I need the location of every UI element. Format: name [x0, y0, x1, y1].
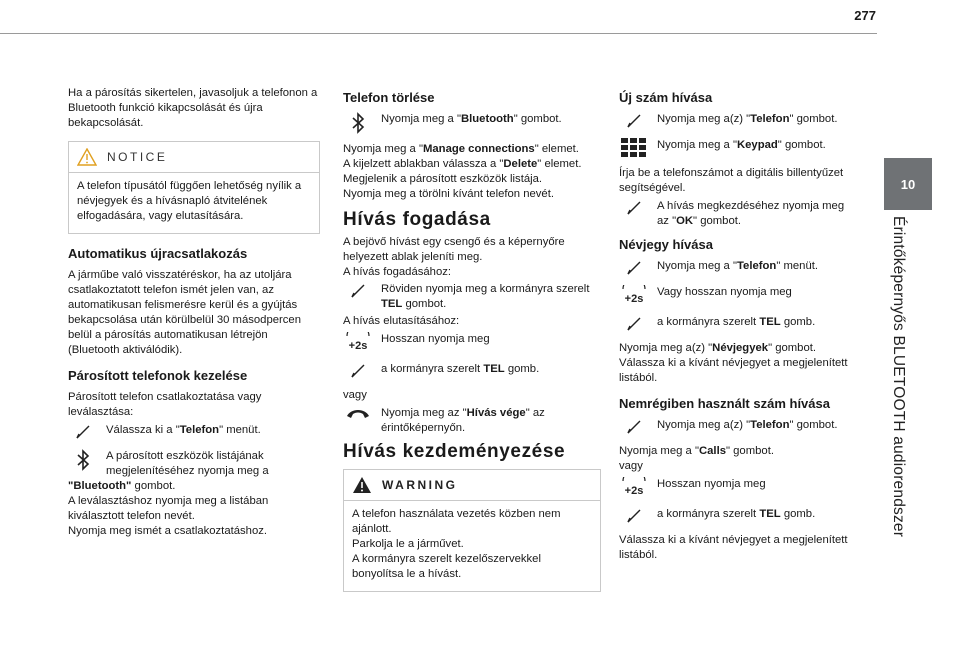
contacts-select-text: Válassza ki a kívánt névjegyet a megjelenített listából.: [619, 357, 848, 384]
keypad-icon: [621, 138, 647, 158]
step-text-bold: Keypad: [736, 139, 778, 151]
step-text-pre: Nyomja meg a ": [381, 113, 461, 125]
step-text-bold: Telefon: [750, 113, 790, 125]
chapter-title: Érintőképernyős BLUETOOTH audiorendszer: [890, 216, 907, 538]
disconnect-line-2: Nyomja meg ismét a csatlakoztatáshoz.: [68, 525, 268, 537]
recent-call-heading: Nemrégiben használt szám hívása: [619, 396, 830, 411]
stylus-icon: [349, 362, 367, 380]
step-recent-phone: [619, 418, 859, 436]
step-text-pre: Nyomja meg a ": [657, 260, 737, 272]
contact-or-text: Vagy hosszan nyomja meg: [657, 286, 792, 298]
warning-triangle-icon: [352, 476, 372, 494]
press-name-line: Nyomja meg a törölni kívánt telefon nevét.: [343, 188, 554, 200]
warning-label: WARNING: [382, 477, 458, 492]
bluetooth-post: gombot.: [131, 480, 176, 492]
notice-label: NOTICE: [107, 149, 168, 164]
manage-post: " elemet.: [534, 143, 579, 155]
type-number-text: Írja be a telefonszámot a digitális billentyűzet segítségével.: [619, 167, 844, 194]
contact-call-heading: Névjegy hívása: [619, 237, 713, 252]
step-text-pre: Röviden nyomja meg a kormányra szerelt: [381, 283, 590, 295]
bluetooth-icon: [351, 112, 365, 134]
calls-bold: Calls: [698, 445, 726, 457]
contacts-bold: Névjegyek: [712, 342, 769, 354]
chapter-tab: 10: [884, 158, 932, 210]
step-contact-hold: [619, 285, 859, 307]
step-text-post: gomb.: [780, 316, 816, 328]
page-number: 277: [854, 8, 876, 23]
step-text-post: gombot.: [402, 298, 447, 310]
stylus-icon: [625, 199, 643, 217]
calls-post: " gombot.: [726, 445, 774, 457]
step-text-bold: Telefon: [750, 419, 790, 431]
step-keypad: [619, 138, 859, 158]
step-dial-ok: [619, 199, 859, 229]
step-text-pre: a kormányra szerelt: [657, 316, 760, 328]
step-text-post: " menüt.: [776, 260, 819, 272]
receive-text: A bejövő hívást egy csengő és a képernyőre helyezett ablak jeleníti meg.: [343, 236, 565, 263]
step-text-bold: Telefon: [179, 424, 220, 436]
step-text-bold: Telefon: [736, 260, 777, 272]
step-new-phone: [619, 112, 859, 130]
receive-call-heading: Hívás fogadása: [343, 209, 491, 230]
step-text-post: " az érintőképernyőn.: [381, 407, 545, 434]
contacts-pre: Nyomja meg a(z) ": [619, 342, 713, 354]
step-text-bold: TEL: [483, 363, 505, 375]
bluetooth-bold: "Bluetooth": [68, 480, 132, 492]
step-text-pre: a kormányra szerelt: [657, 508, 760, 520]
step-text-bold: Bluetooth: [460, 113, 514, 125]
stylus-icon: [74, 423, 92, 441]
accept-label: A hívás fogadásához:: [343, 266, 452, 278]
step-text-post: " gombot.: [789, 419, 838, 431]
column-3: [619, 86, 859, 563]
hold-badge-label: +2s: [348, 340, 368, 352]
warning-box: [343, 469, 601, 592]
step-text-pre: a kormányra szerelt: [381, 363, 484, 375]
stylus-icon: [625, 315, 643, 333]
stylus-icon: [349, 282, 367, 300]
recent-hold-text: Hosszan nyomja meg: [657, 478, 766, 490]
delete-phone-heading: Telefon törlése: [343, 90, 435, 105]
auto-reconnect-heading: Automatikus újracsatlakozás: [68, 246, 248, 261]
step-text-post: " gombot.: [693, 215, 742, 227]
stylus-icon: [625, 259, 643, 277]
stylus-icon: [625, 507, 643, 525]
warning-line-2: Parkolja le a járművet.: [352, 538, 464, 550]
stylus-icon: [625, 112, 643, 130]
step-text-post: " gombot.: [513, 113, 562, 125]
step-steering-tel: [343, 362, 601, 380]
step-text-pre: Nyomja meg a(z) ": [657, 419, 751, 431]
step-contact-phone: [619, 259, 859, 277]
column-1: [68, 86, 320, 539]
notice-divider: [69, 172, 319, 173]
recent-select-text: Válassza ki a kívánt névjegyet a megjelenített listából.: [619, 534, 848, 561]
step-select-phone: [68, 423, 320, 441]
step-text-pre: Nyomja meg a(z) ": [657, 113, 751, 125]
step-text-post: gomb.: [780, 508, 816, 520]
step-text-post: " gombot.: [789, 113, 838, 125]
manage-pre: Nyomja meg a ": [343, 143, 423, 155]
step-text-bold: OK: [676, 215, 694, 227]
hold-2s-icon: [619, 477, 649, 499]
auto-reconnect-text: A járműbe való visszatéréskor, ha az utoljára csatlakoztatott telefon ismét jelen van, az automatikusan felismerésre kerül és a gyújtás bekapcsolása után körülbelül 30 másodpercen belül a párosítás automatikusan létrejön (Bluetooth aktiválódik).: [68, 269, 301, 356]
hold-badge-label: +2s: [624, 293, 644, 305]
step-text-post: gomb.: [504, 363, 540, 375]
step-recent-steer: [619, 507, 859, 525]
contacts-post: " gombot.: [768, 342, 817, 354]
make-call-heading: Hívás kezdeményezése: [343, 441, 566, 462]
device-list-line: Megjelenik a párosított eszközök listája.: [343, 173, 543, 185]
delete-line-bold: Delete: [503, 158, 538, 170]
notice-box: [68, 141, 320, 234]
disconnect-line-1: A leválasztáshoz nyomja meg a listában kiválasztott telefon nevét.: [68, 495, 269, 522]
hold-2s-icon: [343, 332, 373, 354]
step-bluetooth-text: A párosított eszközök listájának megjelenítéséhez nyomja meg a: [106, 450, 269, 477]
warning-line-3: A kormányra szerelt kezelőszervekkel bonyolítsa le a hívást.: [352, 553, 541, 580]
hold-badge-label: +2s: [624, 485, 644, 497]
hold-text: Hosszan nyomja meg: [381, 333, 490, 345]
step-contact-steer: [619, 315, 859, 333]
step-text-pre: A hívás megkezdéséhez nyomja meg az ": [657, 200, 845, 227]
step-text-bold: Hívás vége: [466, 407, 526, 419]
step-text-bold: TEL: [381, 298, 403, 310]
step-text-bold: TEL: [759, 316, 781, 328]
step-text-pre: Nyomja meg az ": [381, 407, 467, 419]
stylus-icon: [625, 418, 643, 436]
notice-triangle-icon: [77, 148, 97, 166]
step-delete-bluetooth: [343, 112, 601, 134]
reject-label: A hívás elutasításához:: [343, 315, 460, 327]
step-text-pre: Nyomja meg a ": [657, 139, 737, 151]
bluetooth-icon: [76, 449, 90, 471]
step-recent-hold: [619, 477, 859, 499]
step-text-pre: Válassza ki a ": [106, 424, 180, 436]
new-number-heading: Új szám hívása: [619, 90, 713, 105]
paired-intro: Párosított telefon csatlakoztatása vagy leválasztása:: [68, 391, 262, 418]
step-bluetooth-list: [68, 449, 320, 479]
step-text-post: " gombot.: [777, 139, 826, 151]
header-rule: [0, 33, 877, 34]
or-text: vagy: [343, 389, 367, 401]
notice-text: A telefon típusától függően lehetőség nyílik a névjegyek és a hívásnapló átvitelének elfogadására, vagy elutasítására.: [77, 180, 302, 222]
step-accept: [343, 282, 601, 312]
column-2: [343, 86, 601, 604]
step-hold: [343, 332, 601, 354]
warning-divider: [344, 500, 600, 501]
step-text-bold: TEL: [759, 508, 781, 520]
step-text-post: " menüt.: [219, 424, 261, 436]
intro-paragraph: Ha a párosítás sikertelen, javasoljuk a telefonon a Bluetooth funkció kikapcsolását és újra bekapcsolását.: [68, 87, 318, 129]
delete-line-pre: A kijelzett ablakban válassza a ": [343, 158, 504, 170]
hang-up-icon: [345, 406, 371, 420]
step-end-call: [343, 406, 601, 436]
calls-pre: Nyomja meg a ": [619, 445, 699, 457]
delete-line-post: " elemet.: [537, 158, 582, 170]
warning-line-1: A telefon használata vezetés közben nem ajánlott.: [352, 508, 561, 535]
manage-bold: Manage connections: [422, 143, 535, 155]
paired-phones-heading: Párosított telefonok kezelése: [68, 368, 248, 383]
hold-2s-icon: [619, 285, 649, 307]
recent-or-text: vagy: [619, 460, 643, 472]
